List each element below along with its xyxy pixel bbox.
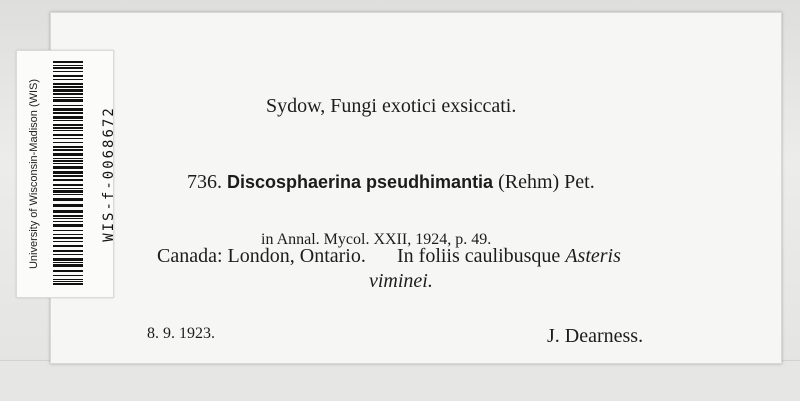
barcode-bar <box>53 89 83 92</box>
barcode-institution: University of Wisconsin-Madison (WIS) <box>28 78 40 270</box>
barcode-bar <box>53 245 83 247</box>
barcode-bar <box>53 194 83 195</box>
barcode-bar <box>53 250 83 252</box>
barcode-bar <box>53 166 83 169</box>
barcode-bar <box>53 105 83 106</box>
host-epithet: viminei. <box>369 270 433 292</box>
barcode-bar <box>53 120 83 121</box>
barcode-bar <box>53 75 83 77</box>
barcode-bar <box>53 146 83 148</box>
collector: J. Dearness. <box>547 325 644 347</box>
barcode-bar <box>53 158 83 159</box>
barcode-bar <box>53 171 83 174</box>
barcode-bar <box>53 258 83 261</box>
barcode-bar <box>53 283 83 285</box>
taxon-line <box>187 171 595 194</box>
barcode-bar <box>53 237 83 239</box>
habitat-line <box>397 245 621 268</box>
barcode-bar <box>53 262 83 263</box>
barcode-bar <box>53 234 83 235</box>
barcode-bar <box>53 71 83 72</box>
barcode-bar <box>53 160 83 162</box>
taxon-authority: (Rehm) Pet. <box>498 171 595 193</box>
barcode-bar <box>53 124 83 126</box>
barcode-bar <box>53 97 83 98</box>
barcode-bar <box>53 204 83 207</box>
barcode-bar <box>53 210 83 213</box>
collection-date: 8. 9. 1923. <box>147 325 215 342</box>
barcode-bar <box>53 93 83 95</box>
barcode-bar <box>53 79 83 80</box>
barcode-bar <box>53 215 83 217</box>
barcode-bar <box>53 134 83 136</box>
barcode-bar <box>53 275 83 276</box>
barcode-bar <box>53 86 83 88</box>
host-genus: Asteris <box>565 245 621 267</box>
barcode-bar <box>53 153 83 156</box>
barcode-bar <box>53 67 83 69</box>
habitat-prefix: In foliis caulibusque <box>397 245 561 267</box>
barcode-bar <box>53 230 83 231</box>
barcode-bar <box>53 163 83 164</box>
barcode-bar <box>53 224 83 227</box>
barcode-bar <box>53 112 83 114</box>
barcode-bar <box>53 175 83 177</box>
exsiccata-number: 736. <box>187 171 222 193</box>
barcode-label <box>16 50 117 298</box>
locality: Canada: London, Ontario. <box>157 245 366 267</box>
barcode-bar <box>53 142 83 143</box>
barcode-bar <box>53 264 83 267</box>
barcode-bar <box>53 241 83 242</box>
barcode-bar <box>53 281 83 282</box>
taxon-name: Discosphaerina pseudhimantia <box>227 172 494 192</box>
series-title: Sydow, Fungi exotici exsiccati. <box>266 95 517 117</box>
barcode-bar <box>53 127 83 129</box>
barcode-bar <box>53 184 83 186</box>
barcode-bars <box>53 61 83 287</box>
barcode-catalog-id: WIS-f-0068672 <box>101 106 117 242</box>
barcode-bar <box>53 116 83 119</box>
barcode-bar <box>53 179 83 181</box>
barcode-bar <box>53 61 83 63</box>
specimen-label <box>50 12 782 364</box>
barcode-bar <box>53 218 83 219</box>
barcode-bar <box>53 198 83 201</box>
barcode-bar <box>53 221 83 222</box>
barcode-bar <box>53 130 83 131</box>
barcode-bar <box>53 188 83 189</box>
barcode-bar <box>53 279 83 280</box>
barcode-bar <box>53 83 83 85</box>
barcode-bar <box>53 270 83 272</box>
publication-reference: in Annal. Mycol. XXII, 1924, p. 49. <box>261 231 492 248</box>
barcode-bar <box>53 138 83 139</box>
barcode-bar <box>53 99 83 102</box>
envelope-edge <box>0 360 800 401</box>
barcode-bar <box>53 254 83 255</box>
barcode-bar <box>53 190 83 193</box>
barcode-bar <box>53 108 83 111</box>
barcode-bar <box>53 65 83 66</box>
barcode-bar <box>53 149 83 151</box>
